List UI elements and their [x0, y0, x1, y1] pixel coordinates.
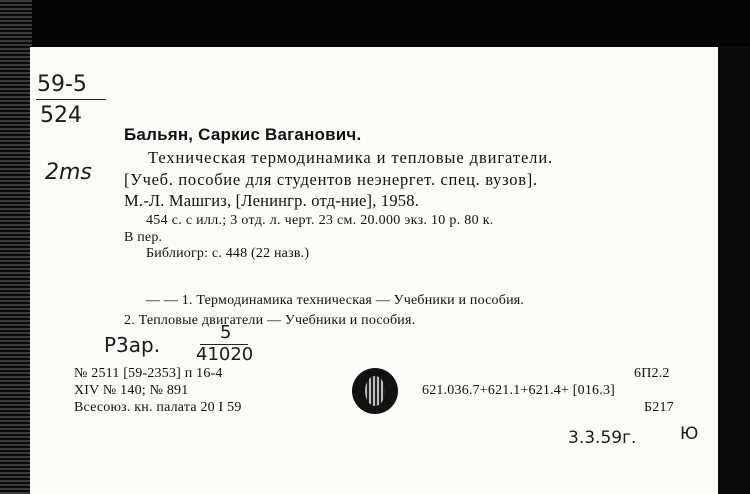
title-line-2: [Учеб. пособие для студентов неэнергет. спец. вузов]. [124, 170, 538, 189]
author-sign: Б217 [644, 400, 674, 415]
author-heading: Бальян, Саркис Ваганович. [124, 125, 362, 144]
record-line-3: Всесоюз. кн. палата 20 I 59 [74, 400, 242, 415]
scan-border-top [0, 0, 750, 47]
bibliography-note: Библиогр: с. 448 (22 назв.) [146, 246, 310, 261]
scan-border-left [0, 0, 32, 494]
subjects-line-1: — — 1. Термодинамика техническая — Учебники и пособия. [146, 293, 525, 308]
handwritten-fraction-bottom: 41020 [196, 344, 254, 365]
call-number-top: 59-5 [37, 72, 87, 97]
handwritten-stamp: Р3ар. [104, 333, 161, 357]
margin-note: 2ms [45, 160, 92, 185]
call-number-divider [36, 99, 106, 100]
udc-code: 621.036.7+621.1+621.4+ [016.3] [422, 383, 616, 398]
record-line-1: № 2511 [59-2353] п 16-4 [74, 366, 223, 381]
catalog-card [30, 47, 718, 494]
subjects-line-2: 2. Тепловые двигатели — Учебники и пособия. [124, 313, 416, 328]
record-line-2: XIV № 140; № 891 [74, 383, 189, 398]
title-line-3: М.-Л. Машгиз, [Ленингр. отд-ние], 1958. [124, 191, 420, 210]
chamber-stamp [352, 368, 398, 414]
date-mark: 3.3.59г. [568, 428, 637, 448]
physical-description: 454 с. с илл.; 3 отд. л. черт. 23 см. 20.000 экз. 10 р. 80 к. [146, 213, 494, 228]
scan-border-right [718, 47, 750, 494]
corner-mark: Ю [680, 424, 699, 444]
binding-note: В пер. [124, 230, 163, 245]
call-number-bottom: 524 [40, 103, 82, 128]
title-line-1: Техническая термодинамика и тепловые двигатели. [148, 148, 554, 167]
handwritten-fraction-top: 5 [220, 322, 232, 343]
class-code: 6П2.2 [634, 366, 670, 381]
